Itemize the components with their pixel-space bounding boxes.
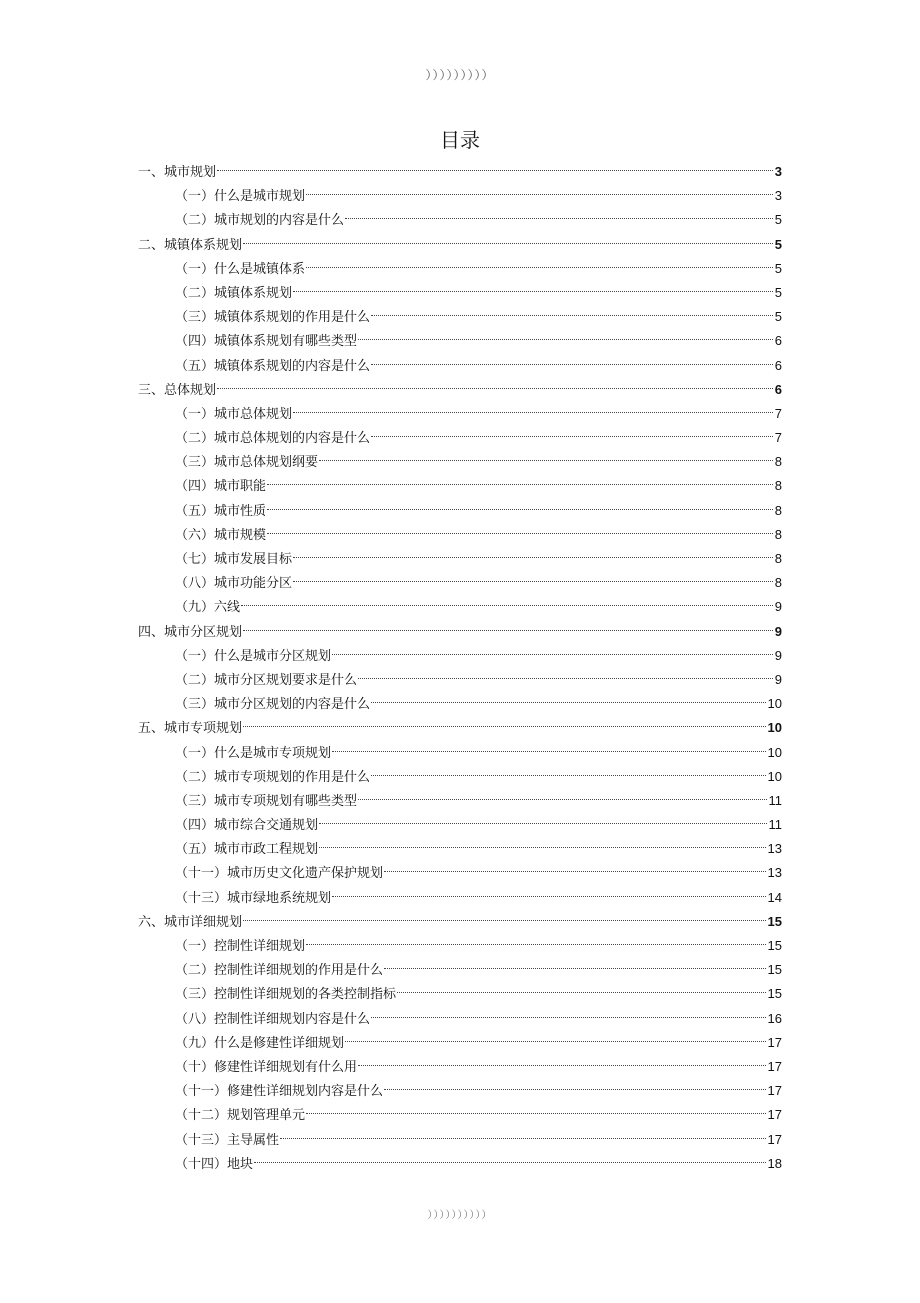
toc-section-link[interactable]: [138, 886, 782, 910]
toc-page-number: 9: [774, 623, 782, 639]
toc-dot-leader: [243, 726, 766, 727]
toc-section-link[interactable]: [138, 1128, 782, 1152]
toc-entry-label: 二、城镇体系规划: [138, 237, 243, 253]
toc-section-link[interactable]: [138, 1079, 782, 1103]
toc-page-number: 15: [767, 913, 782, 929]
toc-page-number: 17: [767, 1107, 782, 1123]
toc-entry-label: （四）城镇体系规划有哪些类型: [175, 334, 358, 350]
toc-page-number: 8: [774, 526, 782, 542]
toc-page-number: 14: [767, 889, 782, 905]
toc-dot-leader: [243, 920, 766, 921]
toc-entry-label: 五、城市专项规划: [138, 721, 243, 737]
toc-section-link[interactable]: [138, 934, 782, 958]
toc-chapter-link[interactable]: [138, 716, 782, 740]
toc-dot-leader: [293, 291, 773, 292]
toc-dot-leader: [243, 630, 773, 631]
toc-page-number: 16: [767, 1010, 782, 1026]
toc-chapter-link[interactable]: [138, 910, 782, 934]
toc-dot-leader: [293, 412, 773, 413]
toc-entry-label: （三）控制性详细规划的各类控制指标: [175, 987, 397, 1003]
toc-section-link[interactable]: [138, 499, 782, 523]
toc-dot-leader: [319, 823, 766, 824]
toc-page-number: 8: [774, 454, 782, 470]
toc-dot-leader: [371, 364, 773, 365]
toc-dot-leader: [280, 1138, 766, 1139]
toc-dot-leader: [371, 315, 773, 316]
toc-section-link[interactable]: [138, 644, 782, 668]
toc-page-number: 6: [774, 333, 782, 349]
toc-entry-label: （八）城市功能分区: [175, 576, 293, 592]
toc-dot-leader: [319, 847, 766, 848]
toc-dot-leader: [332, 751, 766, 752]
toc-section-link[interactable]: [138, 982, 782, 1006]
toc-section-link[interactable]: [138, 1055, 782, 1079]
toc-dot-leader: [371, 775, 766, 776]
toc-entry-label: 六、城市详细规划: [138, 914, 243, 930]
toc-dot-leader: [397, 992, 766, 993]
toc-entry-label: 一、城市规划: [138, 165, 217, 180]
toc-dot-leader: [332, 896, 766, 897]
toc-entry-label: （十四）地块: [175, 1156, 254, 1172]
toc-section-link[interactable]: [138, 1103, 782, 1127]
toc-page-number: 13: [767, 841, 782, 857]
toc-dot-leader: [306, 1113, 766, 1114]
toc-page-number: 8: [774, 502, 782, 518]
toc-page-number: 10: [767, 768, 782, 784]
toc-entry-label: （三）城市分区规划的内容是什么: [175, 697, 371, 713]
toc-page-number: 8: [774, 575, 782, 591]
toc-dot-leader: [241, 605, 773, 606]
toc-page-number: 3: [774, 164, 782, 179]
toc-dot-leader: [267, 509, 773, 510]
toc-chapter-link[interactable]: [138, 378, 782, 402]
toc-entry-label: （一）什么是城市分区规划: [175, 648, 332, 664]
toc-section-link[interactable]: [138, 257, 782, 281]
toc-title: 目录: [440, 128, 480, 152]
toc-section-link[interactable]: [138, 1007, 782, 1031]
toc-page-number: 11: [768, 817, 782, 833]
toc-section-link[interactable]: [138, 547, 782, 571]
toc-dot-leader: [358, 678, 773, 679]
toc-section-link[interactable]: [138, 958, 782, 982]
toc-dot-leader: [267, 533, 773, 534]
toc-page-number: 5: [774, 309, 782, 325]
toc-section-link[interactable]: [138, 305, 782, 329]
toc-entry-label: （三）城市专项规划有哪些类型: [175, 793, 358, 809]
toc-section-link[interactable]: [138, 450, 782, 474]
toc-entry-label: （十一）城市历史文化遗产保护规划: [175, 866, 384, 882]
toc-dot-leader: [267, 484, 773, 485]
toc-section-link[interactable]: [138, 861, 782, 885]
toc-section-link[interactable]: [138, 474, 782, 498]
toc-page-number: 8: [774, 478, 782, 494]
toc-dot-leader: [217, 170, 773, 171]
toc-dot-leader: [243, 243, 773, 244]
toc-section-link[interactable]: [138, 692, 782, 716]
toc-entry-label: （二）控制性详细规划的作用是什么: [175, 963, 384, 979]
toc-chapter-link[interactable]: [138, 160, 782, 184]
footer-marks: ））））））））））: [427, 1210, 493, 1221]
toc-page-number: 5: [774, 212, 782, 228]
toc-entry-label: （一）城市总体规划: [175, 406, 293, 422]
toc-dot-leader: [306, 194, 773, 195]
toc-section-link[interactable]: [138, 668, 782, 692]
toc-dot-leader: [384, 968, 766, 969]
toc-entry-label: （二）城市专项规划的作用是什么: [175, 769, 371, 785]
toc-page-number: 7: [774, 430, 782, 446]
toc-page-number: 17: [767, 1058, 782, 1074]
toc-page-number: 5: [774, 260, 782, 276]
toc-dot-leader: [371, 1017, 766, 1018]
toc-dot-leader: [217, 388, 773, 389]
toc-page-number: 9: [774, 599, 782, 615]
toc-entry-label: （五）城镇体系规划的内容是什么: [175, 358, 371, 374]
toc-section-link[interactable]: [138, 402, 782, 426]
toc-dot-leader: [371, 702, 766, 703]
toc-page-number: 5: [774, 236, 782, 252]
toc-dot-leader: [332, 654, 773, 655]
toc-section-link[interactable]: [138, 595, 782, 619]
toc-section-link[interactable]: [138, 765, 782, 789]
toc-section-link[interactable]: [138, 1152, 782, 1176]
toc-page-number: 10: [767, 720, 782, 736]
toc-chapter-link[interactable]: [138, 233, 782, 257]
toc-section-link[interactable]: [138, 329, 782, 353]
toc-dot-leader: [254, 1162, 766, 1163]
toc-section-link[interactable]: [138, 837, 782, 861]
toc-section-link[interactable]: [138, 426, 782, 450]
toc-entry-label: （四）城市职能: [175, 479, 267, 495]
toc-entry-label: （十三）主导属性: [175, 1132, 280, 1148]
toc-entry-label: （三）城镇体系规划的作用是什么: [175, 310, 371, 326]
toc-entry-label: （五）城市性质: [175, 503, 267, 519]
toc-entry-label: 三、总体规划: [138, 382, 217, 398]
toc-page-number: 6: [774, 357, 782, 373]
toc-dot-leader: [358, 799, 766, 800]
toc-dot-leader: [319, 460, 773, 461]
toc-section-link[interactable]: [138, 354, 782, 378]
toc-page-number: 11: [768, 792, 782, 808]
toc-page-number: 7: [774, 405, 782, 421]
toc-dot-leader: [371, 436, 773, 437]
toc-page-number: 17: [767, 1083, 782, 1099]
toc-section-link[interactable]: [138, 813, 782, 837]
toc-entry-label: （一）什么是城市规划: [175, 189, 306, 205]
toc-chapter-link[interactable]: [138, 620, 782, 644]
toc-entry-label: （一）控制性详细规划: [175, 939, 306, 954]
toc-entry-label: （一）什么是城市专项规划: [175, 745, 332, 761]
toc-page-number: 15: [767, 938, 782, 953]
toc-dot-leader: [306, 267, 773, 268]
toc-entry-label: （四）城市综合交通规划: [175, 818, 319, 834]
toc-page-number: 17: [767, 1131, 782, 1147]
toc-page-number: 13: [767, 865, 782, 881]
toc-dot-leader: [384, 871, 766, 872]
toc-dot-leader: [358, 1065, 766, 1066]
toc-page-number: 15: [767, 962, 782, 978]
toc-entry-label: （九）六线: [175, 600, 241, 616]
toc-entry-label: （二）城市规划的内容是什么: [175, 213, 345, 229]
toc-section-link[interactable]: [138, 281, 782, 305]
toc-dot-leader: [384, 1089, 766, 1090]
toc-section-link[interactable]: [138, 208, 782, 232]
toc-page-number: 3: [774, 188, 782, 204]
toc-section-link[interactable]: [138, 741, 782, 765]
toc-section-link[interactable]: [138, 523, 782, 547]
toc-page-number: 8: [774, 551, 782, 566]
toc-section-link[interactable]: [138, 571, 782, 595]
toc-entry-label: （三）城市总体规划纲要: [175, 455, 319, 471]
toc-entry-label: （八）控制性详细规划内容是什么: [175, 1011, 371, 1027]
toc-entry-label: 四、城市分区规划: [138, 624, 243, 640]
toc-dot-leader: [345, 218, 773, 219]
toc-section-link[interactable]: [138, 184, 782, 208]
header-marks: ）））））））））: [425, 68, 495, 82]
toc-entry-label: （二）城市总体规划的内容是什么: [175, 431, 371, 447]
toc-dot-leader: [345, 1041, 766, 1042]
toc-entry-label: （二）城镇体系规划: [175, 285, 293, 301]
toc-entry-label: （一）什么是城镇体系: [175, 261, 306, 277]
toc-dot-leader: [293, 581, 773, 582]
toc-entry-label: （十二）规划管理单元: [175, 1108, 306, 1124]
toc-dot-leader: [358, 339, 773, 340]
toc-entry-label: （十三）城市绿地系统规划: [175, 890, 332, 906]
toc-entry-label: （十一）修建性详细规划内容是什么: [175, 1084, 384, 1100]
toc-page-number: 9: [774, 647, 782, 663]
toc-entry-label: （二）城市分区规划要求是什么: [175, 672, 358, 688]
toc-dot-leader: [306, 944, 766, 945]
toc-entry-label: （九）什么是修建性详细规划: [175, 1035, 345, 1051]
toc-page-number: 10: [767, 744, 782, 760]
toc-section-link[interactable]: [138, 789, 782, 813]
table-of-contents: [138, 160, 782, 1176]
toc-entry-label: （七）城市发展目标: [175, 552, 293, 567]
toc-page-number: 10: [767, 696, 782, 712]
toc-page-number: 15: [767, 986, 782, 1002]
toc-page-number: 5: [774, 284, 782, 300]
toc-page-number: 17: [767, 1034, 782, 1050]
toc-page-number: 6: [774, 381, 782, 397]
toc-section-link[interactable]: [138, 1031, 782, 1055]
toc-page-number: 18: [767, 1155, 782, 1171]
toc-page-number: 9: [774, 671, 782, 687]
toc-entry-label: （六）城市规模: [175, 527, 267, 543]
toc-entry-label: （五）城市市政工程规划: [175, 842, 319, 858]
toc-dot-leader: [293, 557, 773, 558]
toc-entry-label: （十）修建性详细规划有什么用: [175, 1059, 358, 1075]
